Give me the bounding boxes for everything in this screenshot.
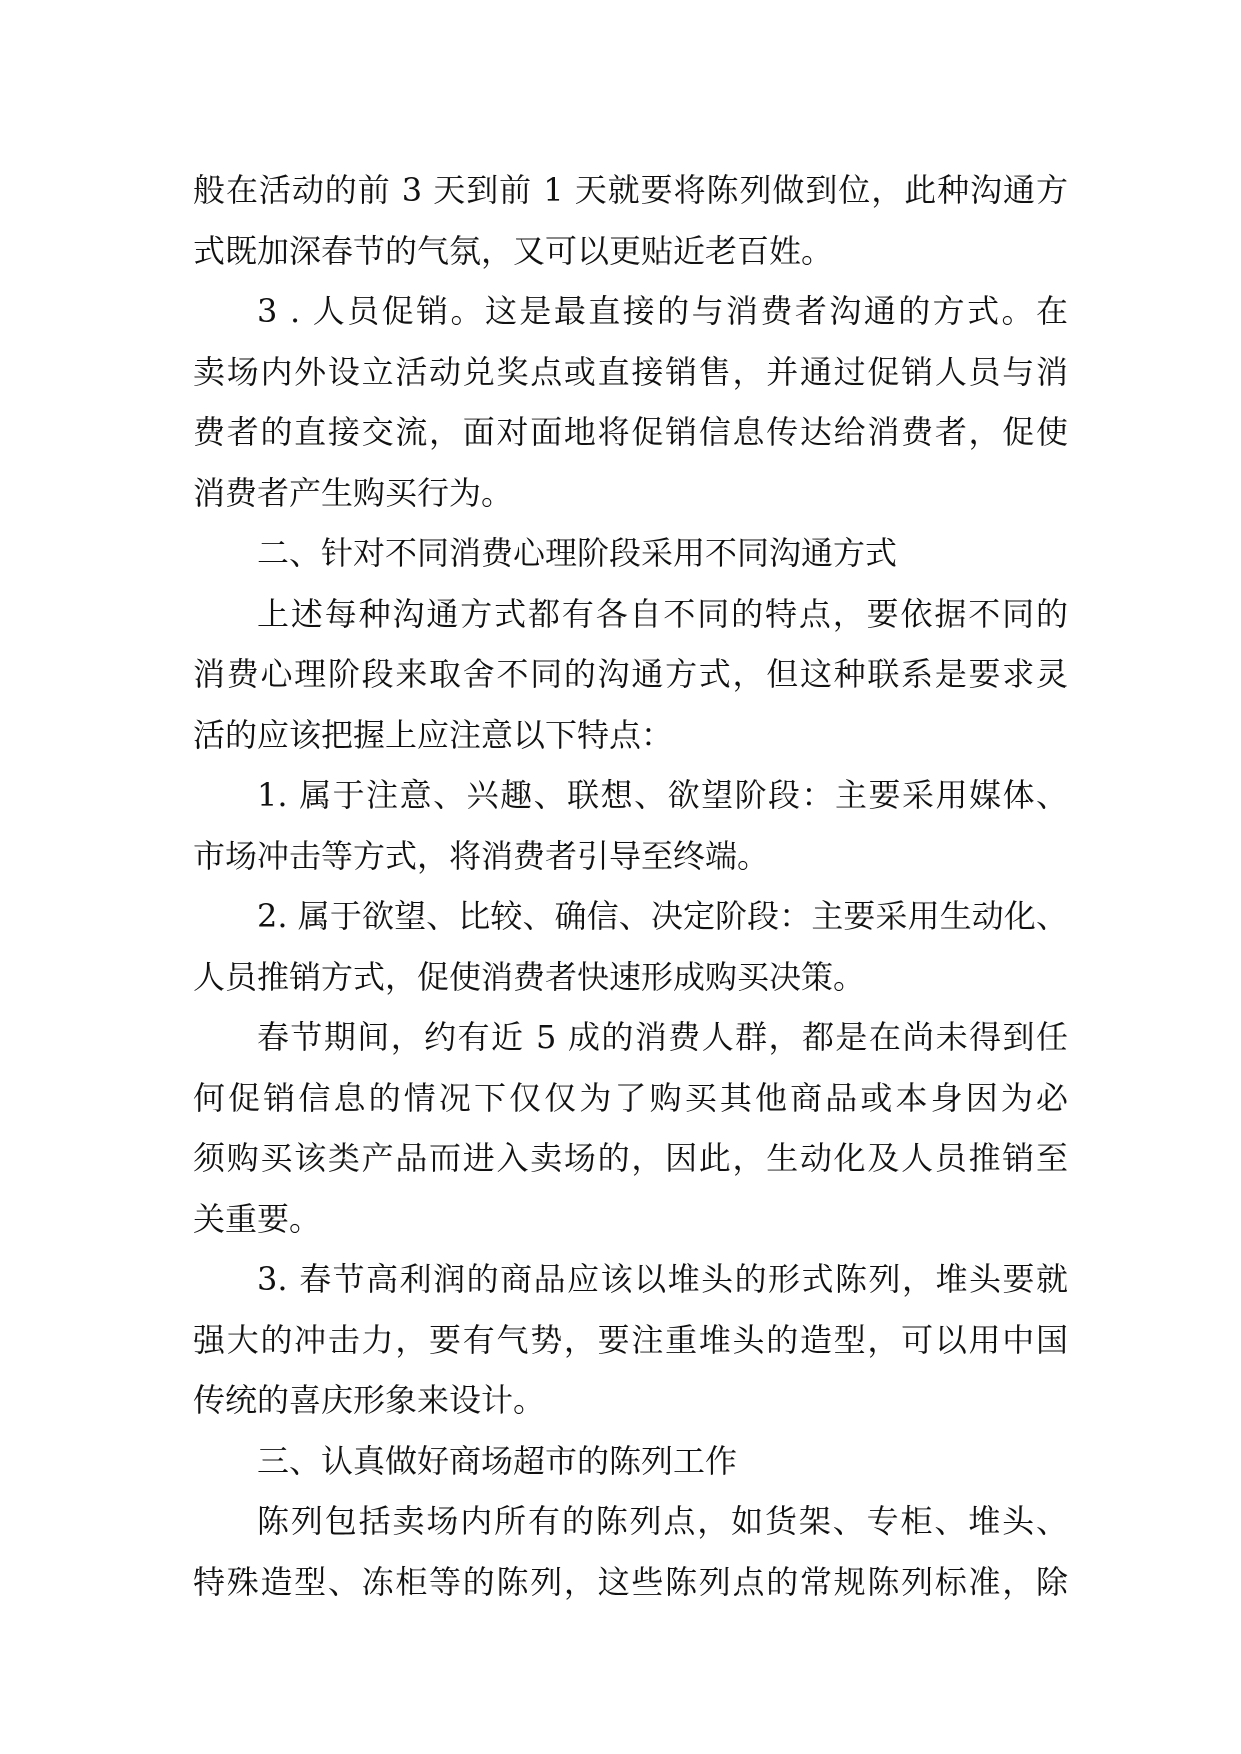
section-heading: 三、认真做好商场超市的陈列工作 xyxy=(257,1441,738,1480)
text-line: 特殊造型、冻柜等的陈列，这些陈列点的常规陈列标准，除 xyxy=(193,1562,1068,1601)
text-line: 活的应该把握上应注意以下特点： xyxy=(193,715,674,754)
text-line: 3 . 人员促销。这是最直接的与消费者沟通的方式。在 xyxy=(257,292,1068,330)
text-line: 何促销信息的情况下仅仅为了购买其他商品或本身因为必 xyxy=(193,1078,1068,1117)
text-line: 上述每种沟通方式都有各自不同的特点，要依据不同的 xyxy=(257,594,1068,633)
text-line: 陈列包括卖场内所有的陈列点，如货架、专柜、堆头、 xyxy=(257,1502,1068,1540)
section-heading: 二、针对不同消费心理阶段采用不同沟通方式 xyxy=(257,534,898,572)
text-line: 般在活动的前 3 天到前 1 天就要将陈列做到位，此种沟通方 xyxy=(193,171,1068,209)
text-line: 1. 属于注意、兴趣、联想、欲望阶段：主要采用媒体、 xyxy=(257,776,1068,814)
text-line: 人员推销方式，促使消费者快速形成购买决策。 xyxy=(193,957,866,996)
text-line: 卖场内外设立活动兑奖点或直接销售，并通过促销人员与消 xyxy=(193,352,1068,391)
text-line: 费者的直接交流，面对面地将促销信息传达给消费者，促使 xyxy=(193,413,1068,451)
text-line: 关重要。 xyxy=(193,1199,322,1238)
body-text xyxy=(193,160,1068,1612)
text-line: 式既加深春节的气氛，又可以更贴近老百姓。 xyxy=(193,231,834,270)
text-line: 传统的喜庆形象来设计。 xyxy=(193,1381,546,1419)
text-line: 2. 属于欲望、比较、确信、决定阶段：主要采用生动化、 xyxy=(257,897,1068,935)
text-line: 3. 春节高利润的商品应该以堆头的形式陈列，堆头要就 xyxy=(257,1260,1068,1298)
text-line: 须购买该类产品而进入卖场的，因此，生动化及人员推销至 xyxy=(193,1139,1068,1177)
text-line: 春节期间，约有近 5 成的消费人群，都是在尚未得到任 xyxy=(257,1018,1068,1056)
text-line: 强大的冲击力，要有气势，要注重堆头的造型，可以用中国 xyxy=(193,1320,1068,1359)
text-line: 市场冲击等方式，将消费者引导至终端。 xyxy=(193,836,770,875)
text-line: 消费心理阶段来取舍不同的沟通方式，但这种联系是要求灵 xyxy=(193,655,1068,693)
text-line: 消费者产生购买行为。 xyxy=(193,473,514,512)
